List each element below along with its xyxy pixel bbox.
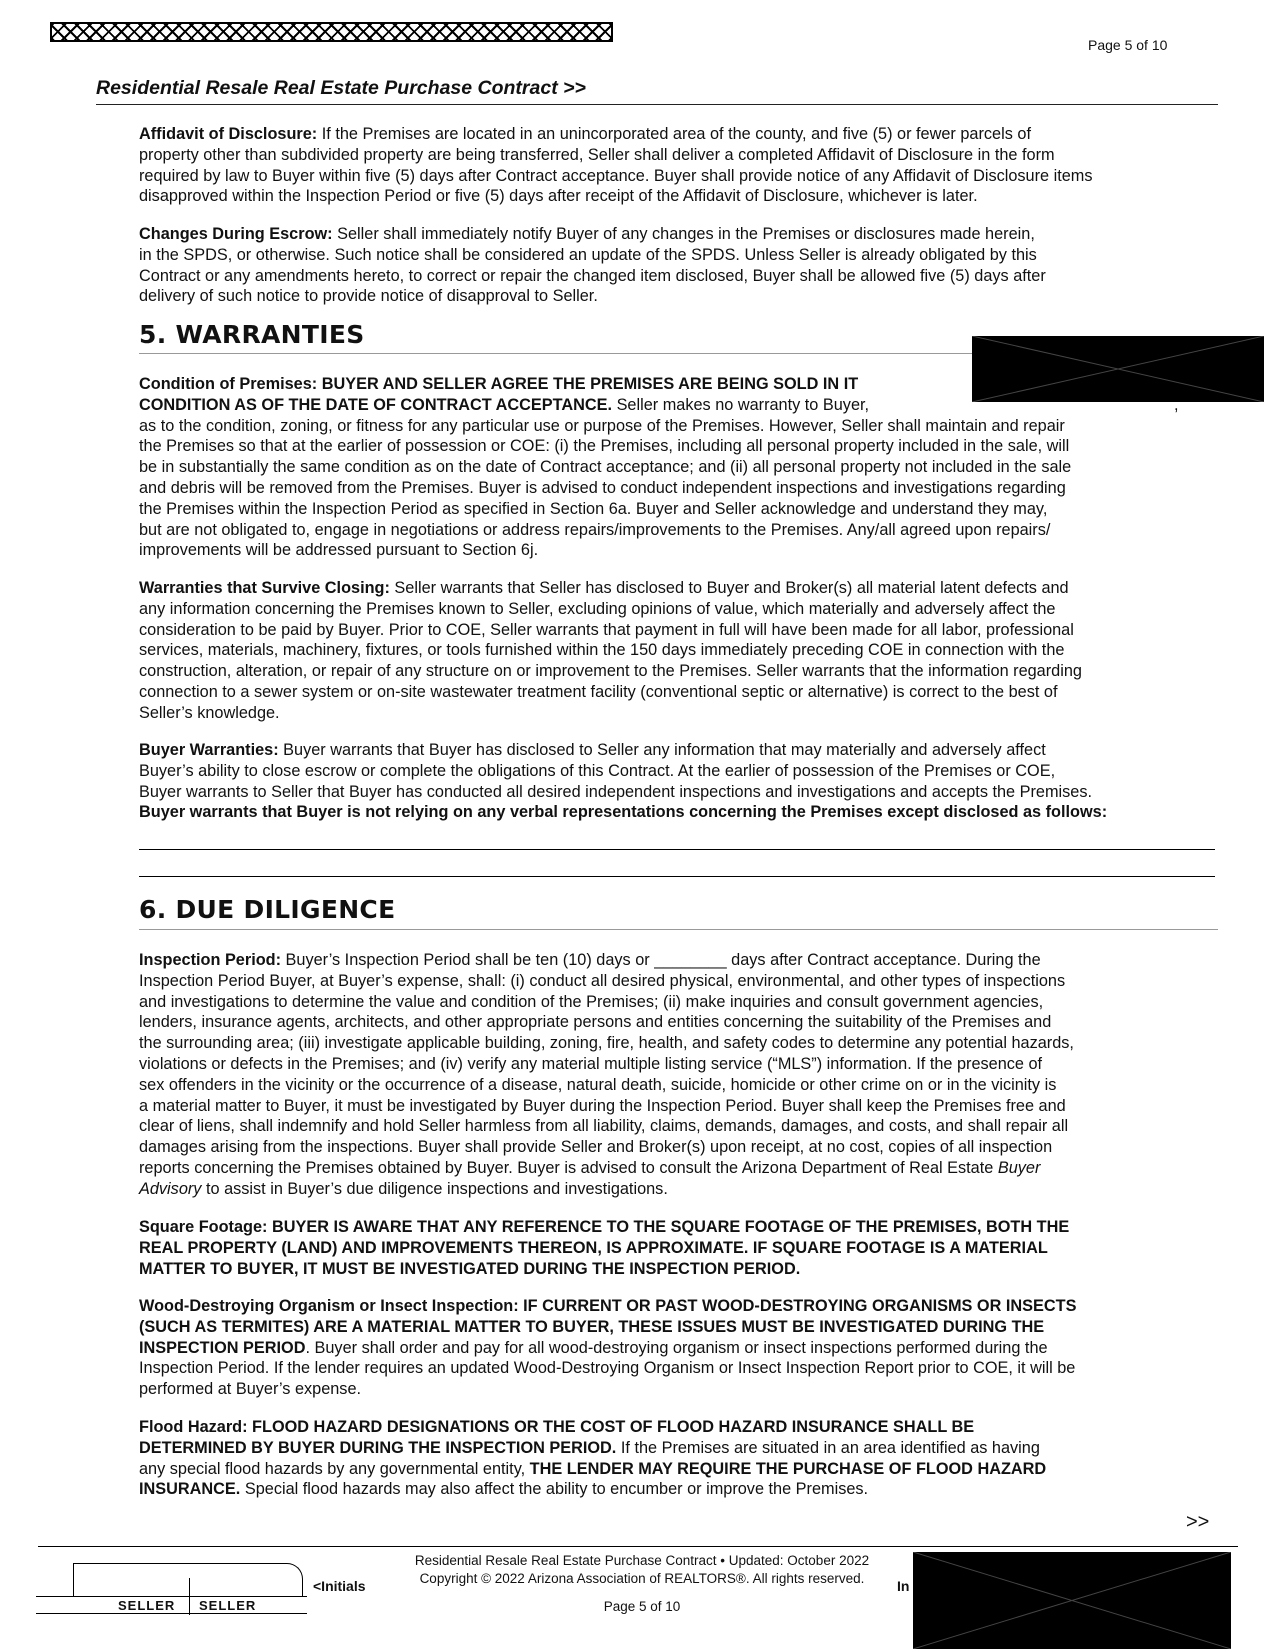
section-heading-warranties: 5. WARRANTIES <box>139 320 365 349</box>
blank-line-rule <box>139 876 1215 877</box>
page-number-header: Page 5 of 10 <box>1088 37 1168 53</box>
footer-rule <box>38 1546 1238 1547</box>
title-rule <box>96 104 1218 105</box>
blank-line-rule <box>139 849 1215 850</box>
initials-baseline <box>36 1596 307 1597</box>
document-title: Residential Resale Real Estate Purchase Contract >> <box>96 77 586 99</box>
redaction-bar-top <box>50 22 613 42</box>
section-heading-due-diligence: 6. DUE DILIGENCE <box>139 895 396 924</box>
buyer-initials-label: In <box>897 1578 910 1594</box>
section-rule <box>139 929 1218 930</box>
initials-underline <box>36 1613 307 1614</box>
seller-initials-box[interactable] <box>73 1563 303 1597</box>
redaction-block-side <box>972 336 1264 402</box>
footer-form-name: Residential Resale Real Estate Purchase Contract • Updated: October 2022 <box>414 1553 870 1568</box>
redaction-block-footer <box>913 1552 1231 1649</box>
seller-label-1: SELLER <box>118 1598 176 1613</box>
seller-label-2: SELLER <box>199 1598 257 1613</box>
next-page-arrow: >> <box>1186 1511 1210 1533</box>
initials-label: <Initials <box>313 1578 366 1594</box>
footer-page-number: Page 5 of 10 <box>603 1599 681 1614</box>
footer-copyright: Copyright © 2022 Arizona Association of REALTORS®. All rights reserved. <box>419 1571 865 1586</box>
